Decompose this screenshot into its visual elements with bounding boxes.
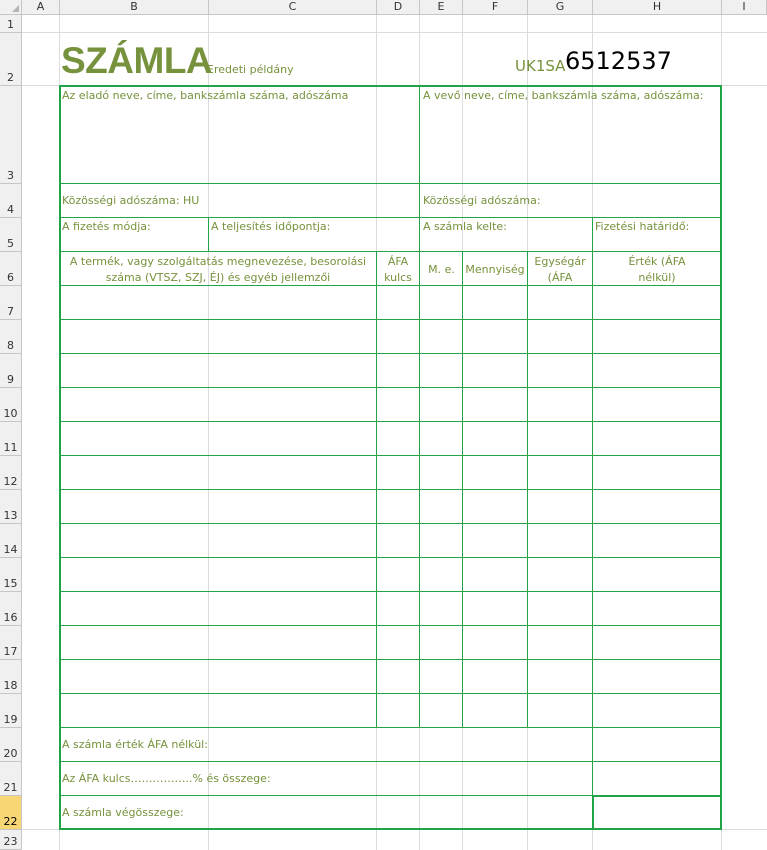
invoice-serial-number: 6512537 (565, 47, 672, 75)
line-col-g (527, 251, 528, 728)
column-header-i[interactable]: I (722, 0, 767, 15)
row-header-9[interactable]: 9 (0, 354, 22, 388)
line-row19 (59, 727, 722, 728)
line-row20 (59, 761, 722, 762)
column-vat-rate-label: ÁFA kulcs (384, 255, 412, 284)
row-header-13[interactable]: 13 (0, 490, 22, 524)
line-row7 (59, 319, 722, 320)
line-row16 (59, 625, 722, 626)
due-date-label: Fizetési határidő: (595, 220, 690, 233)
column-header-a[interactable]: A (22, 0, 60, 15)
row-header-18[interactable]: 18 (0, 660, 22, 694)
line-row8 (59, 353, 722, 354)
grand-total-label: A számla végösszege: (62, 806, 184, 819)
row-header-12[interactable]: 12 (0, 456, 22, 490)
line-col-h-row5 (592, 217, 593, 251)
row-header-8[interactable]: 8 (0, 320, 22, 354)
line-row4 (59, 217, 722, 218)
column-header-d[interactable]: D (377, 0, 420, 15)
line-col-h (592, 251, 593, 829)
line-col-c (208, 217, 209, 251)
row-header-22[interactable]: 22 (0, 796, 22, 830)
column-value-label: Érték (ÁFA nélkül) (628, 255, 686, 284)
line-row15 (59, 591, 722, 592)
buyer-label: A vevő neve, címe, bankszámla száma, adószáma: (423, 89, 704, 102)
line-col-e (419, 251, 420, 728)
payment-method-label: A fizetés módja: (62, 220, 151, 233)
line-row9 (59, 387, 722, 388)
column-header-e[interactable]: E (420, 0, 463, 15)
row-header-10[interactable]: 10 (0, 388, 22, 422)
invoice-date-label: A számla kelte: (423, 220, 507, 233)
select-all-corner[interactable] (0, 0, 22, 15)
frame-right (720, 85, 722, 830)
gridline (22, 32, 767, 33)
row-header-15[interactable]: 15 (0, 558, 22, 592)
line-row13 (59, 523, 722, 524)
row-header-19[interactable]: 19 (0, 694, 22, 728)
row-header-5[interactable]: 5 (0, 218, 22, 252)
row-header-16[interactable]: 16 (0, 592, 22, 626)
line-row17 (59, 659, 722, 660)
column-header-h[interactable]: H (593, 0, 722, 15)
invoice-title: SZÁMLA (61, 40, 213, 81)
gridline (208, 15, 209, 850)
column-header-c[interactable]: C (209, 0, 377, 15)
seller-tax-label: Közösségi adószáma: HU (62, 194, 200, 207)
column-header-f[interactable]: F (463, 0, 528, 15)
row-header-4[interactable]: 4 (0, 184, 22, 218)
row-header-1[interactable]: 1 (0, 15, 22, 33)
frame-left (59, 85, 61, 830)
net-total-label: A számla érték ÁFA nélkül: (62, 738, 208, 751)
seller-label: Az eladó neve, címe, bankszámla száma, adószáma (62, 89, 349, 102)
column-quantity-label: Mennyiség (465, 263, 525, 276)
column-header-b[interactable]: B (60, 0, 209, 15)
row-header-7[interactable]: 7 (0, 286, 22, 320)
invoice-series-prefix: UK1SA (515, 57, 566, 75)
row-header-3[interactable]: 3 (0, 86, 22, 184)
column-unit-label: M. e. (428, 263, 455, 276)
row-header-6[interactable]: 6 (0, 252, 22, 286)
frame-top (59, 85, 722, 87)
line-row14 (59, 557, 722, 558)
row-header-20[interactable]: 20 (0, 728, 22, 762)
column-header-g[interactable]: G (528, 0, 593, 15)
vat-amount-label: Az ÁFA kulcs……………..% és összege: (62, 772, 271, 785)
row-header-21[interactable]: 21 (0, 762, 22, 796)
column-unit-price-label: Egységár (ÁFA (534, 255, 586, 284)
row-header-14[interactable]: 14 (0, 524, 22, 558)
column-product-label: A termék, vagy szolgáltatás megnevezése, besorolási száma (VTSZ, SZJ, ÉJ) és egyéb jellemzői (69, 255, 367, 284)
row-header-23[interactable]: 23 (0, 830, 22, 850)
selected-cell-h22[interactable] (592, 795, 722, 830)
row-header-2[interactable]: 2 (0, 33, 22, 86)
line-row12 (59, 489, 722, 490)
line-row10 (59, 421, 722, 422)
invoice-subtitle: Eredeti példány (207, 63, 294, 76)
line-col-d (376, 251, 377, 728)
fulfillment-date-label: A teljesítés időpontja: (211, 220, 331, 233)
line-row11 (59, 455, 722, 456)
buyer-tax-label: Közösségi adószáma: (423, 194, 541, 207)
line-row5 (59, 251, 722, 252)
row-header-11[interactable]: 11 (0, 422, 22, 456)
line-seller-buyer-split (419, 85, 420, 251)
line-row3 (59, 183, 722, 184)
line-row18 (59, 693, 722, 694)
line-col-f (462, 251, 463, 728)
row-header-17[interactable]: 17 (0, 626, 22, 660)
